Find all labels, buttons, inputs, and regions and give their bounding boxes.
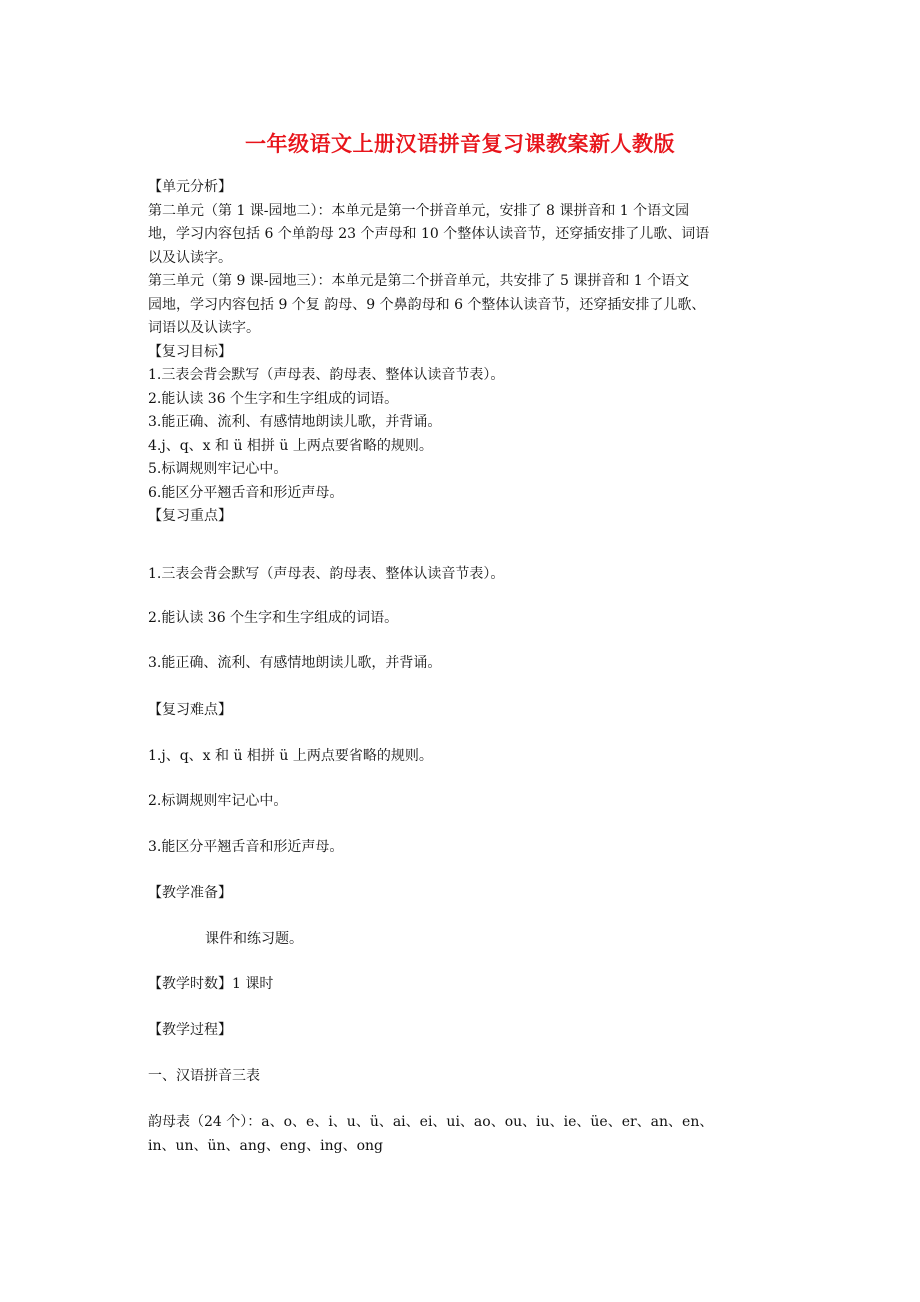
review-goals-heading: 【复习目标】	[148, 343, 232, 360]
review-goal-item: 3.能正确、流利、有感情地朗读儿歌，并背诵。	[148, 414, 442, 430]
section-one-title: 一、汉语拼音三表	[148, 1068, 260, 1084]
teaching-process-heading: 【教学过程】	[148, 1022, 232, 1038]
unit-analysis-heading: 【单元分析】	[148, 179, 232, 195]
review-goal-item: 1.三表会背会默写（声母表、韵母表、整体认读音节表）。	[148, 367, 505, 383]
review-goal-item: 4.j、q、x 和 ü 相拼 ü 上两点要省略的规则。	[148, 437, 433, 454]
teaching-prep-text: 课件和练习题。	[205, 931, 303, 947]
teaching-hours-line: 【教学时数】1 课时	[148, 976, 274, 992]
unit-analysis-line: 第二单元（第 1 课-园地二）：本单元是第一个拼音单元，安排了 8 课拼音和 1 个语文园	[148, 202, 690, 219]
review-goal-item: 6.能区分平翘舌音和形近声母。	[148, 484, 344, 501]
difficulty-item: 3.能区分平翘舌音和形近声母。	[148, 839, 344, 855]
review-difficulties-heading: 【复习难点】	[148, 702, 232, 718]
finals-table-line: in、un、ün、ang、eng、ing、ong	[148, 1138, 384, 1154]
finals-table-line: 韵母表（24 个）：a、o、e、i、u、ü、ai、ei、ui、ao、ou、iu、ie、üe、er、an、en、	[148, 1114, 714, 1130]
difficulty-item: 2.标调规则牢记心中。	[148, 793, 288, 809]
difficulty-item: 1.j、q、x 和 ü 相拼 ü 上两点要省略的规则。	[148, 748, 433, 764]
unit-analysis-line: 园地，学习内容包括 9 个复 韵母、9 个鼻韵母和 6 个整体认读音节，还穿插安排了儿歌、	[148, 296, 706, 313]
unit-analysis-line: 第三单元（第 9 课-园地三）：本单元是第二个拼音单元，共安排了 5 课拼音和 1 个语文	[148, 273, 690, 289]
review-key-points-heading: 【复习重点】	[148, 508, 232, 524]
unit-analysis-section	[148, 176, 788, 529]
document-title: 一年级语文上册汉语拼音复习课教案新人教版	[245, 131, 675, 156]
unit-analysis-line: 以及认读字。	[148, 249, 232, 266]
review-goal-item: 2.能认读 36 个生字和生字组成的词语。	[148, 390, 399, 407]
key-point-item: 3.能正确、流利、有感情地朗读儿歌，并背诵。	[148, 655, 442, 671]
unit-analysis-line: 地，学习内容包括 6 个单韵母 23 个声母和 10 个整体认读音节，还穿插安排了儿歌、词语	[148, 226, 710, 242]
key-point-item: 2.能认读 36 个生字和生字组成的词语。	[148, 610, 399, 626]
key-point-item: 1.三表会背会默写（声母表、韵母表、整体认读音节表）。	[148, 566, 505, 582]
review-goal-item: 5.标调规则牢记心中。	[148, 461, 288, 477]
teaching-prep-heading: 【教学准备】	[148, 885, 232, 901]
unit-analysis-line: 词语以及认读字。	[148, 320, 260, 336]
